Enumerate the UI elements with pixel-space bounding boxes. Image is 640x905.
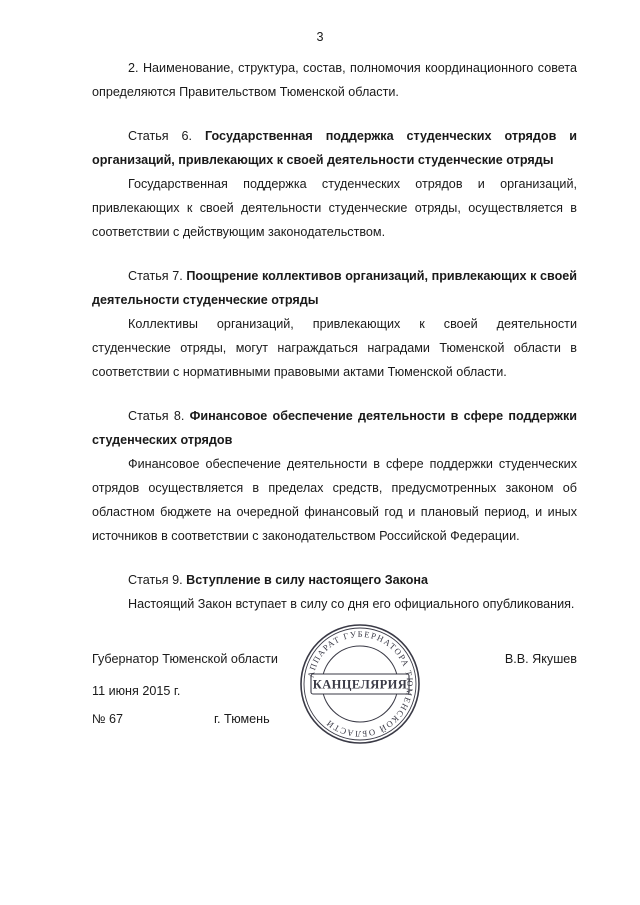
stamp-center-text: КАНЦЕЛЯРИЯ [312,677,408,692]
article-8-prefix: Статья 8. [128,409,185,423]
article-6-body: Государственная поддержка студенческих отрядов и организаций, привлекающих к своей деятельности студенческие отряды, осуществляется в соответствии с действующим законодательством. [92,177,577,239]
article-6-prefix: Статья 6. [128,129,193,143]
signatory-position: Губернатор Тюменской области [92,652,278,666]
article-8-body: Финансовое обеспечение деятельности в сфере поддержки студенческих отрядов осуществляется в пределах средств, предусмотренных законом об областном бюджете на очередной финансовый год и плановый период, и иных источников в соответствии с законодательством Российской Федерации. [92,457,577,543]
document-body [92,56,577,616]
article-6-title: Государственная поддержка студенческих отрядов и организаций, привлекающих к своей деятельности студенческие отряды [92,129,578,167]
signing-date: 11 июня 2015 г. [92,684,181,698]
article-9-heading [92,568,577,592]
page-number: 3 [316,30,324,44]
signing-city: г. Тюмень [214,712,270,726]
signatory-name: В.В. Якушев [504,652,577,666]
article-7-title: Поощрение коллективов организаций, привлекающих к своей деятельности студенческие отряды [92,269,578,307]
article-6-heading [92,124,577,172]
item-2-paragraph: 2. Наименование, структура, состав, полномочия координационного совета определяются Правительством Тюменской области. [92,61,577,99]
article-9-prefix: Статья 9. [128,573,183,587]
office-stamp-icon [298,622,422,746]
article-9-body: Настоящий Закон вступает в силу со дня его официального опубликования. [128,597,575,611]
article-7-prefix: Статья 7. [128,269,183,283]
article-8-heading [92,404,577,452]
article-9-title: Вступление в силу настоящего Закона [186,573,429,587]
stamp-ring-text: АППАРАТ ГУБЕРНАТОРА ТЮМЕНСКОЙ ОБЛАСТИ [305,628,416,740]
article-8-title: Финансовое обеспечение деятельности в сфере поддержки студенческих отрядов [92,409,577,447]
article-7-body: Коллективы организаций, привлекающих к своей деятельности студенческие отряды, могут награждаться наградами Тюменской области в соответствии с нормативными правовыми актами Тюменской области. [92,317,577,379]
law-number: № 67 [92,712,124,726]
article-7-heading [92,264,577,312]
